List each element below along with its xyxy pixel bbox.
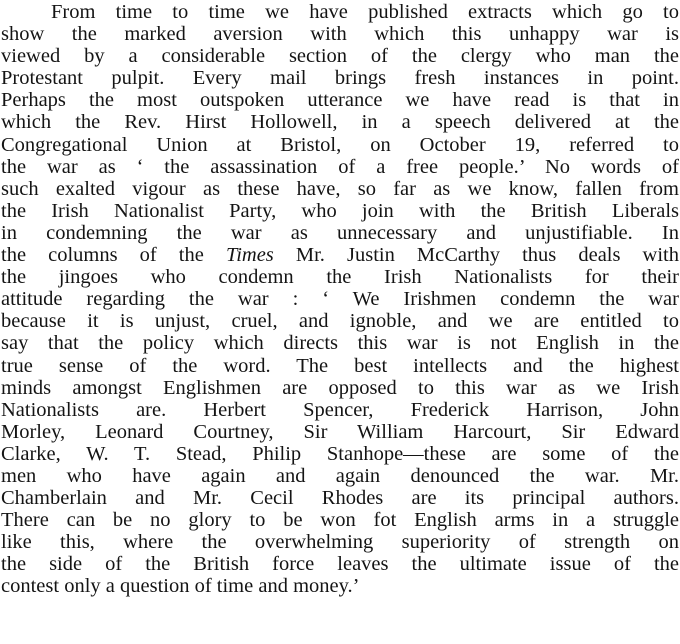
text-line: like this, where the overwhelming superiority of strength on [1,531,679,554]
article-body [1,0,679,598]
text-line: There can be no glory to be won fot English arms in a struggle [1,509,679,532]
text-line: say that the policy which directs this war is not English in the [1,332,679,355]
text-line: the war as ‘ the assassination of a free people.’ No words of [1,155,679,178]
text-line: such exalted vigour as these have, so far as we know, fallen from [1,177,679,200]
text-segment: the columns of the [1,244,226,267]
newspaper-title: Times [225,244,274,267]
text-line: attitude regarding the war : ‘ We Irishmen condemn the war [1,288,679,311]
text-line: because it is unjust, cruel, and ignoble, and we are entitled to [1,310,679,333]
text-line: Chamberlain and Mr. Cecil Rhodes are its principal authors. [1,487,679,510]
text-line: Nationalists are. Herbert Spencer, Frederick Harrison, John [1,398,679,421]
text-line: the Irish Nationalist Party, who join with the British Liberals [1,199,679,222]
text-line: contest only a question of time and money.’ [1,575,360,598]
text-line: in condemning the war as unnecessary and unjustifiable. In [1,221,679,244]
text-line: show the marked aversion with which this unhappy war is [1,23,679,46]
text-line: minds amongst Englishmen are opposed to this war as we Irish [1,376,679,399]
text-line: men who have again and again denounced the war. Mr. [1,464,679,487]
text-line: the side of the British force leaves the ultimate issue of the [1,553,679,576]
text-line: Morley, Leonard Courtney, Sir William Harcourt, Sir Edward [1,420,679,443]
text-line: From time to time we have published extracts which go to [51,1,679,23]
text-line [1,244,679,266]
text-line: viewed by a considerable section of the clergy who man the [1,45,679,68]
text-line: Protestant pulpit. Every mail brings fresh instances in point. [1,67,679,90]
text-segment: Mr. Justin McCarthy thus deals with [273,244,679,267]
text-line: Perhaps the most outspoken utterance we have read is that in [1,89,679,112]
text-line: the jingoes who condemn the Irish Nationalists for their [1,266,679,289]
text-line: Congregational Union at Bristol, on October 19, referred to [1,133,679,156]
text-line: Clarke, W. T. Stead, Philip Stanhope—these are some of the [1,442,679,465]
text-line: true sense of the word. The best intellects and the highest [1,354,679,377]
text-line: which the Rev. Hirst Hollowell, in a speech delivered at the [1,111,679,134]
